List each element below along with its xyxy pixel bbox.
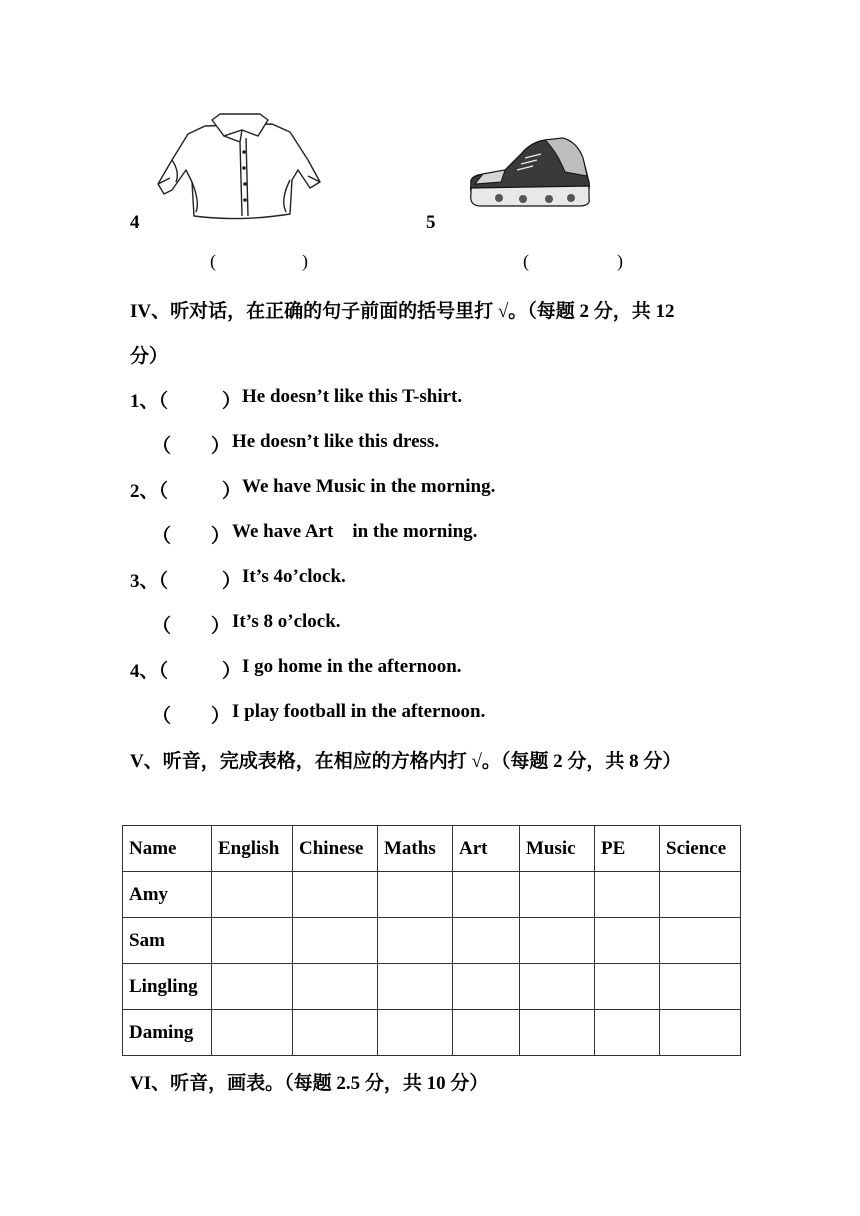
q2-number: 2、（ [130,481,169,502]
q1-option-b: He doesn’t like this dress. [232,431,440,452]
answer-cell[interactable] [520,918,595,964]
answer-cell[interactable] [212,872,293,918]
q3-open-b: （ [152,616,172,637]
header-science: Science [660,826,741,872]
header-art: Art [453,826,520,872]
shirt-icon [150,112,330,222]
q1-close: ） [222,391,242,412]
answer-cell[interactable] [520,964,595,1010]
header-maths: Maths [378,826,453,872]
answer-cell[interactable] [595,872,660,918]
q4-option-a: I go home in the afternoon. [242,656,462,677]
answer-cell[interactable] [660,918,741,964]
header-chinese: Chinese [293,826,378,872]
row-name-lingling: Lingling [123,964,212,1010]
picture-number-4: 4 [130,212,140,233]
q2-option-b: We have Art in the morning. [232,521,478,542]
header-english: English [212,826,293,872]
table-row [123,918,741,964]
section-vi-heading: VI、听音，画表。（每题 2.5 分，共 10 分） [130,1073,489,1094]
subject-table [122,825,741,1056]
answer-cell[interactable] [293,964,378,1010]
answer-cell[interactable] [293,918,378,964]
answer-paren-close-5: ) [617,251,623,271]
answer-cell[interactable] [453,1010,520,1056]
q1-open-b: （ [152,436,172,457]
answer-cell[interactable] [453,872,520,918]
q3-option-b: It’s 8 o’clock. [232,611,341,632]
q4-open-b: （ [152,706,172,727]
answer-cell[interactable] [293,1010,378,1056]
q4-number: 4、（ [130,661,169,682]
q4-close: ） [222,661,242,682]
q2-close-b: ） [211,526,231,547]
table-row [123,964,741,1010]
q4-option-b: I play football in the afternoon. [232,701,486,722]
answer-cell[interactable] [595,964,660,1010]
sneaker-icon [465,132,595,212]
row-name-daming: Daming [123,1010,212,1056]
section-v-heading: V、听音，完成表格，在相应的方格内打 √。（每题 2 分，共 8 分） [130,751,682,772]
answer-cell[interactable] [520,1010,595,1056]
picture-number-5: 5 [426,212,436,233]
row-name-sam: Sam [123,918,212,964]
header-music: Music [520,826,595,872]
q3-close: ） [222,571,242,592]
row-name-amy: Amy [123,872,212,918]
answer-cell[interactable] [453,964,520,1010]
answer-paren-open-5: ( [523,251,529,271]
answer-cell[interactable] [520,872,595,918]
answer-cell[interactable] [660,1010,741,1056]
answer-paren-open-4: ( [210,251,216,271]
answer-cell[interactable] [212,918,293,964]
section-iv-heading: IV、听对话，在正确的句子前面的括号里打 √。（每题 2 分，共 12 [130,301,675,322]
answer-cell[interactable] [293,872,378,918]
answer-cell[interactable] [660,964,741,1010]
answer-cell[interactable] [378,872,453,918]
table-row [123,1010,741,1056]
q1-close-b: ） [211,436,231,457]
q3-option-a: It’s 4o’clock. [242,566,346,587]
answer-cell[interactable] [660,872,741,918]
section-iv-heading-cont: 分） [130,346,169,367]
answer-cell[interactable] [378,918,453,964]
table-row [123,872,741,918]
table-header-row [123,826,741,872]
answer-cell[interactable] [212,1010,293,1056]
q1-option-a: He doesn’t like this T-shirt. [242,386,463,407]
q4-close-b: ） [211,706,231,727]
q1-number: 1、（ [130,391,169,412]
header-pe: PE [595,826,660,872]
q3-close-b: ） [211,616,231,637]
q2-open-b: （ [152,526,172,547]
q2-close: ） [222,481,242,502]
answer-cell[interactable] [453,918,520,964]
answer-cell[interactable] [212,964,293,1010]
header-name: Name [123,826,212,872]
q2-option-a: We have Music in the morning. [242,476,496,497]
q3-number: 3、（ [130,571,169,592]
answer-cell[interactable] [595,918,660,964]
answer-cell[interactable] [378,1010,453,1056]
answer-cell[interactable] [595,1010,660,1056]
answer-cell[interactable] [378,964,453,1010]
answer-paren-close-4: ) [302,251,308,271]
